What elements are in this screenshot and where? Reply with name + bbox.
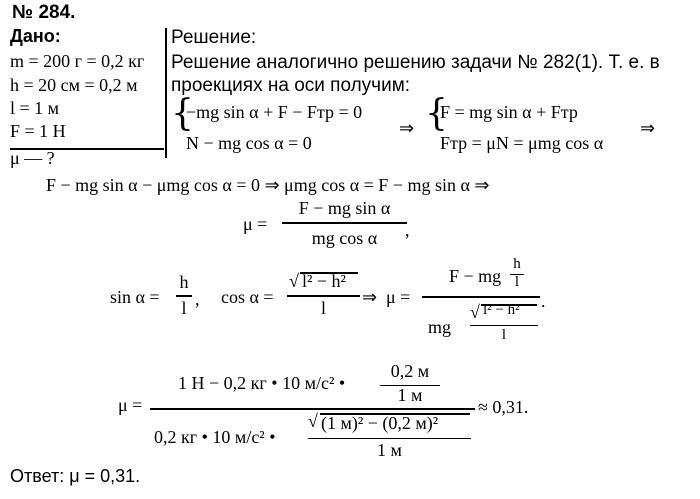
brace-left-1: {: [171, 93, 194, 134]
sqrt-sign-3: √: [308, 411, 318, 431]
mu2-num-l: l: [514, 274, 520, 290]
implies-arrow-3: ⇒: [362, 287, 378, 307]
mu-label-2: μ =: [386, 287, 411, 307]
system1-eq1: −mg sin α + F − Fтр = 0: [186, 102, 363, 122]
system2-eq1: F = mg sin α + Fтр: [440, 102, 578, 122]
period-1: .: [541, 291, 546, 311]
sin-label: sin α =: [110, 287, 160, 307]
calc-num-frac-bot: 1 м: [397, 385, 423, 405]
cos-denominator: l: [320, 298, 326, 318]
given-unknown: μ — ?: [10, 148, 55, 168]
calc-den-frac-bot: 1 м: [377, 440, 402, 460]
given-header: Дано:: [10, 26, 61, 46]
system2-eq2: Fтр = μN = μmg cos α: [440, 133, 604, 153]
sqrt-sign-2: √: [470, 302, 480, 322]
implies-arrow-1: ⇒: [399, 118, 415, 138]
implies-arrow-2: ⇒: [640, 118, 656, 138]
solution-intro-2: проекциях на оси получим:: [171, 75, 411, 96]
mu2-denominator: mg: [428, 317, 452, 337]
calc-numerator: 1 Н − 0,2 кг • 10 м/с² •: [178, 373, 346, 393]
given-length: l = 1 м: [10, 98, 60, 118]
sin-numerator: h: [179, 272, 189, 292]
calc-denominator: 0,2 кг • 10 м/с² •: [154, 427, 276, 447]
brace-left-2: {: [425, 93, 448, 134]
calc-den-inner-bar: [308, 438, 471, 439]
mu-numerator-1: F − mg sin α: [298, 198, 391, 218]
given-height: h = 20 см = 0,2 м: [10, 75, 138, 95]
equation-line: F − mg sin α − μmg cos α = 0 ⇒ μmg cos α = F − mg sin α ⇒: [46, 175, 490, 195]
calc-fraction-bar: [150, 408, 475, 410]
cos-sqrt-content: l² − h²: [302, 271, 346, 291]
mu2-den-l: l: [501, 327, 507, 343]
mu-label-3: μ =: [118, 395, 143, 415]
comma-2: ,: [195, 289, 200, 309]
solution-header: Решение:: [171, 27, 257, 48]
mu2-num-h: h: [513, 256, 521, 272]
given-mass: m = 200 г = 0,2 кг: [10, 51, 145, 71]
answer: Ответ: μ = 0,31.: [10, 466, 141, 486]
mu2-numerator: F − mg: [449, 266, 502, 286]
calc-num-frac-top: 0,2 м: [390, 361, 430, 381]
given-force: F = 1 Н: [10, 121, 66, 141]
calc-den-sqrt: (1 м)² − (0,2 м)²: [321, 413, 439, 433]
sin-denominator: l: [181, 298, 187, 318]
system1-eq2: N − mg cos α = 0: [186, 133, 312, 153]
sqrt-sign-1: √: [289, 271, 299, 291]
mu2-den-sqrt-content: l² − h²: [483, 302, 520, 318]
comma-1: ,: [405, 220, 410, 240]
mu-fraction-bar-1: [282, 222, 407, 224]
cos-label: cos α =: [221, 287, 274, 307]
cos-fraction-bar: [287, 295, 360, 297]
given-separator: [165, 28, 167, 158]
mu2-fraction-bar: [422, 296, 540, 298]
mu2-den-inner-bar: [470, 325, 538, 326]
calc-approx: ≈ 0,31.: [478, 397, 529, 417]
mu-denominator-1: mg cos α: [311, 228, 378, 248]
problem-number: № 284.: [12, 2, 76, 23]
mu-label-1: μ =: [243, 214, 268, 234]
solution-intro-1: Решение аналогично решению задачи № 282(1). Т. е. в: [171, 52, 660, 73]
sin-fraction-bar: [176, 295, 192, 297]
